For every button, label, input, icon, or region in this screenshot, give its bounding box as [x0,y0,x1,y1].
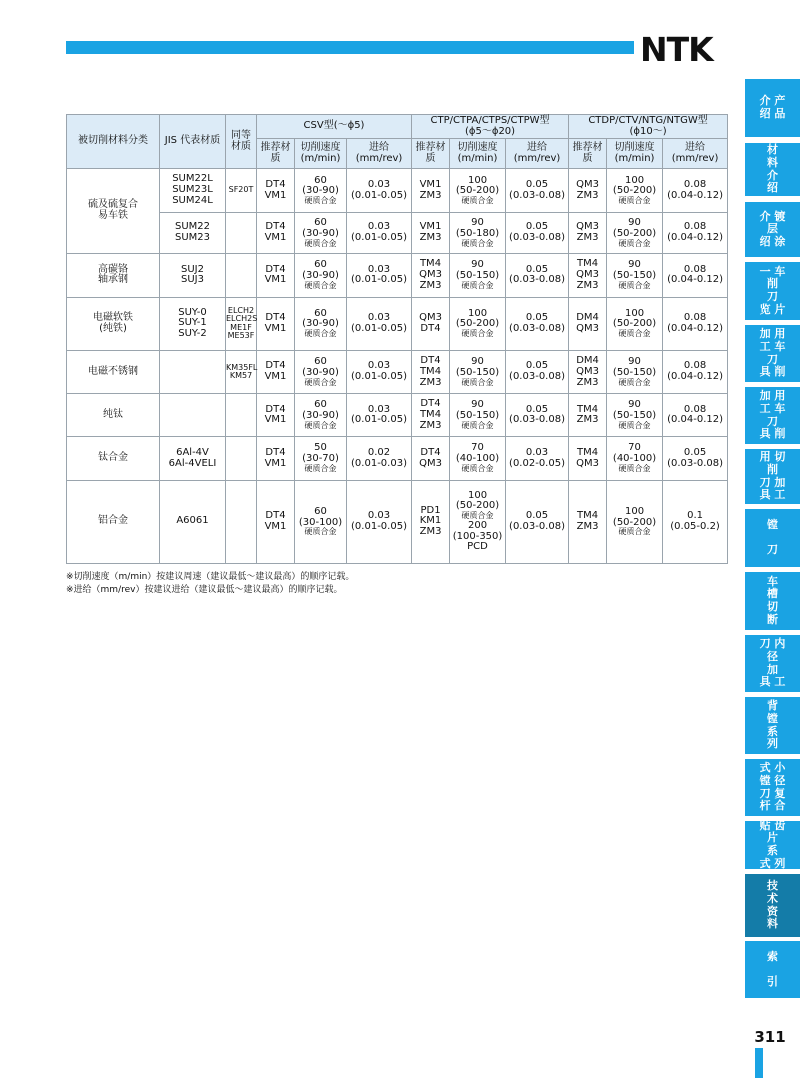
equiv-cell [226,213,257,254]
speed-cell [607,394,663,437]
grade-cell: TM4 ZM3 [569,480,607,563]
table-row [67,437,728,480]
carbide-label: 硬质合金 [461,377,494,387]
sidebar-tab[interactable] [745,143,800,196]
carbide-label: 硬质合金 [618,280,651,290]
ntk-logo: NTK [640,30,713,69]
speed-value: 90 (50-150) [612,259,657,282]
sidebar-tab-label: 加 用 工 车 刀 具 削 [759,389,786,441]
speed-value: 90 (50-150) [455,259,500,282]
feed-cell: 0.03 (0.01-0.05) [347,351,412,394]
grade-cell: TM4 QM3 [569,437,607,480]
grade-cell: DT4 QM3 [412,437,450,480]
speed-value: 60 (30-90) [302,399,339,422]
feed-cell: 0.08 (0.04-0.12) [663,394,728,437]
sub-feed-header: 进给 (mm/rev) [347,139,412,169]
feed-cell: 0.05 (0.03-0.08) [506,351,569,394]
sidebar-tab-label: 材 料 介 绍 [767,143,778,195]
carbide-label: 硬质合金 [304,377,337,387]
carbide-label: 硬质合金 [461,511,494,521]
jis-cell: A6061 [160,480,226,563]
speed-cell [295,213,347,254]
material-cell: 高碳铬 轴承钢 [67,254,160,297]
jis-cell: SUM22L SUM23L SUM24L [160,169,226,213]
feed-cell: 0.08 (0.04-0.12) [663,254,728,297]
grade-cell: DT4 VM1 [257,351,295,394]
grade-cell: DT4 TM4 ZM3 [412,351,450,394]
carbide-label: 硬质合金 [304,280,337,290]
feed-cell: 0.05 (0.03-0.08) [506,297,569,350]
cutting-conditions-table-wrap [66,114,727,564]
table-body [67,169,728,564]
sidebar-tab-label: 介 镀 层 绍 涂 [759,209,786,248]
sidebar-tab-label: 加 用 工 车 刀 具 削 [759,327,786,379]
table-row [67,394,728,437]
carbide-label: 硬质合金 [461,280,494,290]
speed-cell [450,254,506,297]
jis-cell: SUM22 SUM23 [160,213,226,254]
speed-value: 100 (50-200) [612,505,657,528]
jis-cell: SUJ2 SUJ3 [160,254,226,297]
sub-grade-header: 推荐材质 [412,139,450,169]
equiv-cell [226,254,257,297]
feed-cell: 0.03 (0.01-0.05) [347,169,412,213]
speed-cell [607,480,663,563]
speed-value: 70 (40-100) [612,442,657,465]
grade-cell: DT4 VM1 [257,254,295,297]
footnote: ※进给（mm/rev）按建议进给（建议最低～建议最高）的顺序记载。 [66,585,343,595]
speed-value: 60 (30-90) [302,259,339,282]
feed-cell: 0.05 (0.03-0.08) [506,254,569,297]
sidebar-tab-label: 贴 齿 片 系 式 列 [759,818,786,870]
equiv-cell: KM35FL KM57 [226,351,257,394]
speed-cell [607,297,663,350]
carbide-label: 硬质合金 [618,420,651,430]
speed-cell [450,480,506,563]
feed-cell: 0.05 (0.03-0.08) [506,213,569,254]
equiv-cell [226,394,257,437]
jis-cell [160,394,226,437]
grade-cell: VM1 ZM3 [412,213,450,254]
speed-value: 90 (50-150) [455,399,500,422]
sub-speed-header: 切削速度 (m/min) [450,139,506,169]
table-row [67,351,728,394]
speed-value: 90 (50-200) [612,217,657,239]
sub-grade-header: 推荐材质 [257,139,295,169]
speed-cell [295,169,347,213]
grade-cell: PD1 KM1 ZM3 [412,480,450,563]
speed-value: 100 (50-200) [455,489,500,512]
grade-cell: QM3 ZM3 [569,169,607,213]
table-row [67,213,728,254]
feed-cell: 0.08 (0.04-0.12) [663,169,728,213]
speed-value: 60 (30-90) [302,174,339,197]
sub-grade-header: 推荐材质 [569,139,607,169]
speed-value: 60 (30-100) [298,505,343,528]
table-row [67,297,728,350]
equiv-cell [226,437,257,480]
feed-cell: 0.05 (0.03-0.08) [506,480,569,563]
carbide-label: 硬质合金 [461,420,494,430]
feed-cell: 0.05 (0.03-0.08) [506,169,569,213]
grade-cell: VM1 ZM3 [412,169,450,213]
col-jis-header: JIS 代表材质 [160,115,226,169]
page-number-bar [755,1048,763,1078]
jis-cell: SUY-0 SUY-1 SUY-2 [160,297,226,350]
feed-cell: 0.03 (0.01-0.05) [347,297,412,350]
equiv-cell [226,480,257,563]
footnote: ※切削速度（m/min）按建议周速（建议最低～建议最高）的顺序记载。 [66,572,355,582]
carbide-label: 硬质合金 [304,464,337,474]
grade-cell: TM4 QM3 ZM3 [412,254,450,297]
sidebar-tab[interactable] [745,572,800,630]
sub-feed-header: 进给 (mm/rev) [506,139,569,169]
sidebar-tab[interactable] [745,635,800,692]
speed-cell [607,213,663,254]
sidebar-tab[interactable] [745,509,800,567]
sidebar-tab-label: 刀 内 径 加 具 工 [759,637,786,689]
sidebar-tab-label: 车 槽 切 断 [767,574,778,626]
sidebar-tab-label: 背 镗 系 列 [767,699,778,751]
speed-cell [295,437,347,480]
feed-cell: 0.05 (0.03-0.08) [663,437,728,480]
group-header-csv: CSV型(～ϕ5) [257,115,412,139]
grade-cell: TM4 ZM3 [569,394,607,437]
grade-cell: DT4 VM1 [257,394,295,437]
material-cell: 电磁不锈钢 [67,351,160,394]
speed-cell [295,351,347,394]
speed-value: 50 (30-70) [302,442,339,465]
carbide-label: 硬质合金 [304,329,337,339]
carbide-label: 硬质合金 [304,238,337,248]
sidebar-tab[interactable] [745,874,800,937]
sidebar-tab[interactable] [745,387,800,444]
material-cell: 电磁软铁 (纯铁) [67,297,160,350]
footnotes [66,571,354,597]
carbide-label: 硬质合金 [461,196,494,206]
speed-value: 60 (30-90) [302,217,339,239]
speed-value: 60 (30-90) [302,356,339,378]
speed-cell [295,480,347,563]
speed-cell [607,169,663,213]
feed-cell: 0.03 (0.01-0.05) [347,254,412,297]
speed-cell [295,297,347,350]
grade-cell: QM3 DT4 [412,297,450,350]
sidebar-tab[interactable] [745,759,800,816]
table-row [67,480,728,563]
material-cell: 钛合金 [67,437,160,480]
speed-cell [607,254,663,297]
sidebar-tab[interactable] [745,325,800,382]
sub-speed-header: 切削速度 (m/min) [607,139,663,169]
sidebar-tab-label: 用 切 削 刀 加 具 工 [759,450,786,502]
speed-cell [450,169,506,213]
feed-cell: 0.08 (0.04-0.12) [663,297,728,350]
equiv-cell: SF20T [226,169,257,213]
carbide-label: 硬质合金 [618,464,651,474]
carbide-label: 硬质合金 [618,238,651,248]
feed-cell: 0.1 (0.05-0.2) [663,480,728,563]
speed-value: 70 (40-100) [455,442,500,465]
sub-feed-header: 进给 (mm/rev) [663,139,728,169]
carbide-label: 硬质合金 [461,238,494,248]
speed-cell [607,437,663,480]
grade-cell: DT4 VM1 [257,297,295,350]
sidebar-tab-label: 技 术 资 料 [767,879,778,931]
sidebar-tab[interactable] [745,79,800,137]
jis-cell [160,351,226,394]
speed-cell [295,394,347,437]
col-material-header: 被切削材料分类 [67,115,160,169]
grade-cell: DT4 VM1 [257,437,295,480]
speed-value: 90 (50-180) [455,217,500,239]
feed-cell: 0.03 (0.01-0.05) [347,480,412,563]
carbide-label: 硬质合金 [618,377,651,387]
sidebar-tab[interactable] [745,262,800,320]
speed-cell [450,437,506,480]
speed-cell [450,213,506,254]
grade-cell: DT4 VM1 [257,213,295,254]
feed-cell: 0.03 (0.02-0.05) [506,437,569,480]
grade-cell: DT4 TM4 ZM3 [412,394,450,437]
grade-cell: QM3 ZM3 [569,213,607,254]
equiv-cell: ELCH2 ELCH2S ME1F ME53F [226,297,257,350]
feed-cell: 0.03 (0.01-0.05) [347,213,412,254]
sidebar-tab-label: 式 小 镗 径 刀 复 杆 合 [759,761,786,813]
material-cell: 硫及硫复合 易车铁 [67,169,160,254]
col-equiv-header: 同等 材质 [226,115,257,169]
grade-cell: TM4 QM3 ZM3 [569,254,607,297]
material-cell: 纯钛 [67,394,160,437]
group-header-ctp: CTP/CTPA/CTPS/CTPW型 (ϕ5～ϕ20) [412,115,569,139]
carbide-label: 硬质合金 [461,329,494,339]
speed-cell [295,254,347,297]
sub-speed-header: 切削速度 (m/min) [295,139,347,169]
grade-cell: DM4 QM3 [569,297,607,350]
feed-cell: 0.08 (0.04-0.12) [663,213,728,254]
speed-cell [450,351,506,394]
speed-value: 90 (50-150) [612,356,657,378]
speed-value: 100 (50-200) [455,307,500,330]
speed-cell [607,351,663,394]
carbide-label: 硬质合金 [461,464,494,474]
sidebar-tab[interactable] [745,449,800,504]
sidebar-tab-label: 镗 刀 [767,518,778,557]
speed-value: 100 (50-200) [612,307,657,330]
carbide-label: 硬质合金 [304,527,337,537]
sidebar-tab-label: 介 产 绍 品 [759,94,786,120]
grade-cell: DM4 QM3 ZM3 [569,351,607,394]
carbide-label: 硬质合金 [618,329,651,339]
feed-cell: 0.03 (0.01-0.05) [347,394,412,437]
page-number: 311 [754,1028,786,1046]
table-row [67,169,728,213]
speed-value: 100 (50-200) [455,174,500,197]
pcd-speed-value: 200 (100-350) PCD [452,519,503,553]
carbide-label: 硬质合金 [618,527,651,537]
carbide-label: 硬质合金 [618,196,651,206]
sidebar-tab[interactable] [745,941,800,998]
jis-cell: 6Al-4V 6Al-4VELI [160,437,226,480]
speed-cell [450,297,506,350]
carbide-label: 硬质合金 [304,420,337,430]
table-row [67,254,728,297]
sidebar-tab[interactable] [745,202,800,257]
speed-value: 60 (30-90) [302,307,339,330]
sidebar-tab[interactable] [745,818,800,870]
feed-cell: 0.08 (0.04-0.12) [663,351,728,394]
cutting-conditions-table [66,114,728,564]
grade-cell: DT4 VM1 [257,169,295,213]
carbide-label: 硬质合金 [304,196,337,206]
sidebar-tab-label: 索 引 [767,949,778,988]
material-cell: 铝合金 [67,480,160,563]
group-header-ctdp: CTDP/CTV/NTG/NTGW型 (ϕ10～) [569,115,728,139]
grade-cell: DT4 VM1 [257,480,295,563]
speed-value: 90 (50-150) [612,399,657,422]
header-accent-bar [66,41,634,54]
speed-value: 100 (50-200) [612,174,657,197]
speed-cell [450,394,506,437]
sidebar-tab-label: 一 车 削 刀 览 片 [759,264,786,316]
feed-cell: 0.02 (0.01-0.03) [347,437,412,480]
sidebar-tab[interactable] [745,697,800,754]
speed-value: 90 (50-150) [455,356,500,378]
feed-cell: 0.05 (0.03-0.08) [506,394,569,437]
